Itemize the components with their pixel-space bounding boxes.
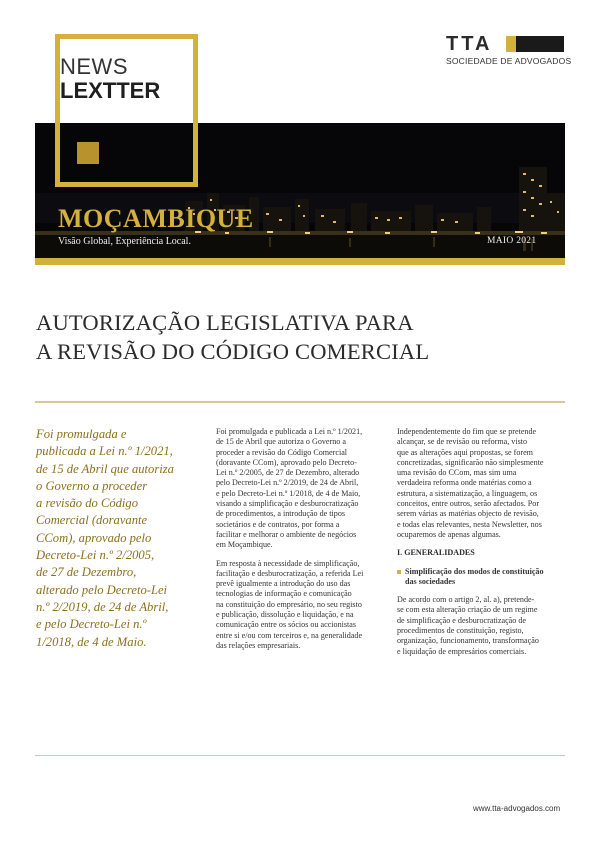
- lead-line: de 27 de Dezembro,: [36, 565, 137, 580]
- body-line: organização, funcionamento, transformação: [397, 636, 539, 646]
- divider-top: [35, 401, 565, 403]
- bullet-line: das sociedades: [405, 576, 456, 586]
- lead-line: o Governo a proceder: [36, 478, 148, 493]
- body-paragraph: [216, 427, 384, 551]
- banner-tagline: Visão Global, Experiência Local.: [58, 236, 191, 247]
- body-line: visando a simplificação e desburocratização: [216, 499, 359, 509]
- newsletter-news-label: NEWS: [60, 54, 128, 79]
- lead-line: publicada a Lei n.º 1/2021,: [36, 444, 173, 459]
- decorative-gold-square: [77, 142, 99, 164]
- body-line: conceitos, entre outros, serão afectados. Por: [397, 499, 540, 509]
- body-line: alcançar, se de revisão ou reforma, visto: [397, 437, 528, 447]
- body-line: comunicação entre os sócios ou accionistas: [216, 620, 357, 630]
- gold-bullet-icon: [397, 570, 401, 574]
- paragraph-gap: [397, 587, 565, 595]
- body-line: (doravante CCom), aprovado pelo Decreto-: [216, 457, 357, 467]
- body-line: Independentemente do fim que se pretende: [397, 427, 537, 436]
- body-line: tecnologias de informação e comunicação: [216, 589, 352, 599]
- body-line: e publicação, dissolução e liquidação, e na: [216, 610, 354, 620]
- body-line: e todas elas relevantes, nesta Newsletter, nos: [397, 519, 542, 529]
- body-column-2: [216, 427, 384, 651]
- country-title: MOÇAMBIQUE: [58, 204, 254, 233]
- body-paragraph: [397, 427, 565, 540]
- body-line: e pelo Decreto-Lei n.º 1/2018, de 4 de Maio,: [216, 488, 361, 498]
- lead-line: Decreto-Lei n.º 2/2005,: [36, 548, 155, 563]
- lead-line: de 15 de Abril que autoriza: [36, 461, 174, 476]
- bullet-heading: [397, 567, 565, 588]
- article-title-line: A REVISÃO DO CÓDIGO COMERCIAL: [36, 339, 430, 364]
- lead-line: CCom), aprovado pelo: [36, 530, 152, 545]
- article-title-line: AUTORIZAÇÃO LEGISLATIVA PARA: [36, 310, 414, 335]
- footer-website-link[interactable]: www.tta-advogados.com: [473, 804, 561, 813]
- body-line: de procedimentos, a introdução de tipos: [216, 509, 346, 519]
- brand-gold-block: [506, 36, 516, 52]
- newsletter-lextter-label: LEXTTER: [60, 78, 161, 103]
- body-line: que as alterações aqui propostas, se forem: [397, 447, 533, 457]
- body-line: prevê igualmente a introdução do uso das: [216, 579, 351, 589]
- body-line: verdadeira reforma onde matérias como a: [397, 478, 532, 488]
- divider-bottom: [35, 755, 565, 756]
- body-line: concretizadas, significarão não simplesmente: [397, 457, 544, 467]
- article-title: [36, 308, 556, 366]
- paragraph-gap: [216, 551, 384, 559]
- lead-line: Comercial (doravante: [36, 513, 148, 528]
- body-line: uma revisão do CCom, mas sim uma: [397, 468, 517, 478]
- body-line: e liquidação de empresários comerciais.: [397, 646, 527, 656]
- paragraph-gap: [397, 540, 565, 548]
- lead-line: a revisão do Código: [36, 496, 139, 511]
- body-line: facilitar e melhorar o ambiente de negócios: [216, 529, 357, 539]
- body-line: societários e de contratos, por forma a: [216, 519, 340, 529]
- body-line: De acordo com o artigo 2, al. a), pretende-: [397, 595, 535, 605]
- lead-line: alterado pelo Decreto-Lei: [36, 582, 168, 597]
- body-line: ocuparemos de apenas algumas.: [397, 529, 501, 539]
- body-line: das relações empresariais.: [216, 640, 301, 650]
- body-line: Foi promulgada e publicada a Lei n.º 1/2021,: [216, 427, 363, 436]
- body-paragraph: [216, 559, 384, 652]
- issue-date: MAIO 2021: [487, 236, 537, 246]
- banner-gold-bar: [35, 258, 565, 265]
- body-line: Em resposta à necessidade de simplificação,: [216, 558, 360, 568]
- body-line: proceder a revisão do Código Comercial: [216, 447, 348, 457]
- body-line: em Moçambique.: [216, 540, 273, 550]
- body-line: estrutura, a sistematização, a linguagem, os: [397, 488, 538, 498]
- body-column-3: [397, 427, 565, 657]
- body-line: Lei n.º 2/2005, de 27 de Dezembro, alterado: [216, 468, 360, 478]
- lead-line: e pelo Decreto-Lei n.º: [36, 617, 147, 632]
- body-line: de 15 de Abril que autoriza o Governo a: [216, 437, 346, 447]
- body-paragraph: [397, 595, 565, 657]
- lead-line: 1/2018, de 4 de Maio.: [36, 634, 147, 649]
- lead-line: Foi promulgada e: [36, 427, 127, 441]
- body-line: facilitação e desburocratização, a referida Lei: [216, 568, 364, 578]
- body-line: pelo Decreto-Lei n.º 2/2019, de 24 de Abril,: [216, 478, 359, 488]
- paragraph-gap: [397, 559, 565, 567]
- section-heading: I. GENERALIDADES: [397, 548, 475, 558]
- brand-subtitle: SOCIEDADE DE ADVOGADOS: [446, 56, 572, 66]
- body-line: na constituição do empresário, no seu registo: [216, 599, 362, 609]
- body-line: serem várias as matérias objecto de revisão,: [397, 509, 539, 519]
- body-line: entre si e/ou com terceiros e, na generalidade: [216, 630, 363, 640]
- body-line: se com esta alteração criação de um regime: [397, 605, 538, 615]
- body-line: procedimentos de constituição, registo,: [397, 626, 524, 636]
- lead-paragraph: [36, 426, 204, 651]
- brand-name: TTA: [446, 33, 493, 55]
- brand-dark-block: [516, 36, 564, 52]
- bullet-line: Simplificação dos modos de constituição: [405, 566, 544, 576]
- body-line: de simplificação e desburocratização de: [397, 615, 526, 625]
- lead-line: n.º 2/2019, de 24 de Abril,: [36, 599, 169, 614]
